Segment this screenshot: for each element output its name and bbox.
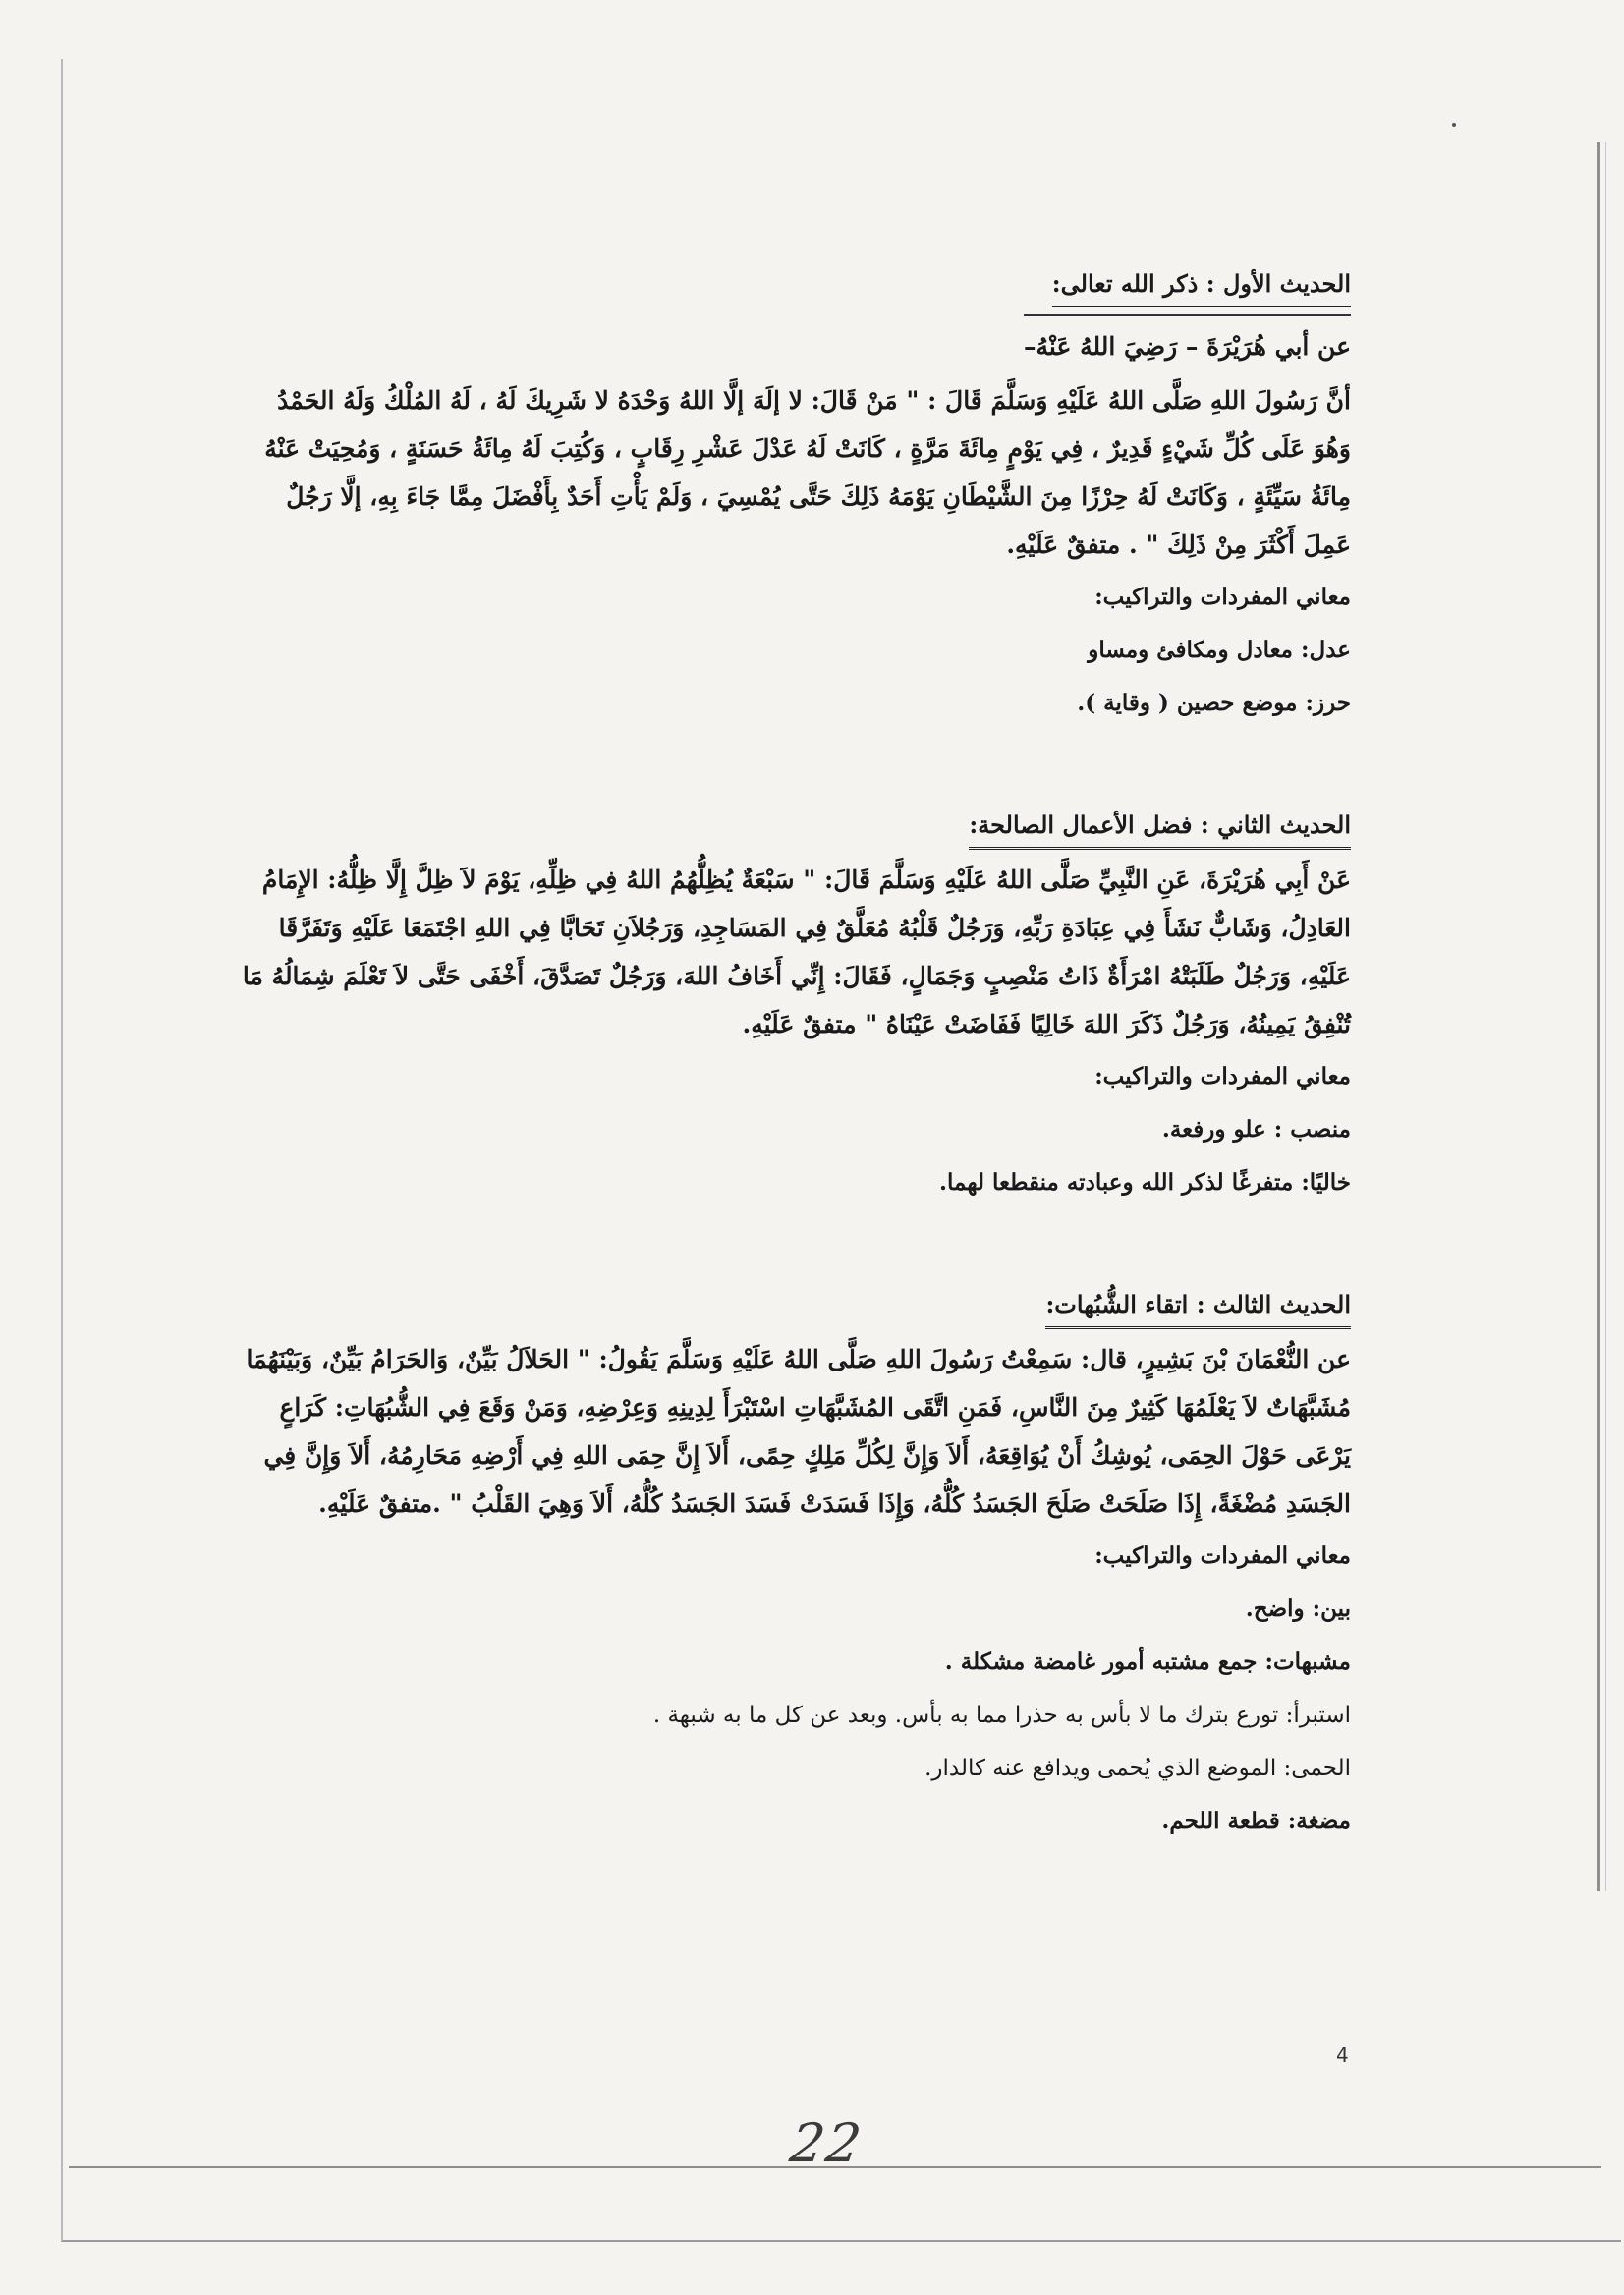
hadith-1-text: أنَّ رَسُولَ اللهِ صَلَّى اللهُ عَلَيْهِ وَسَلَّمَ قَالَ : " مَنْ قَالَ: لا إلَهَ إلَّا اللهُ وَحْدَهُ لا شَرِيكَ لَهُ ، لَهُ المُلْكُ وَلَهُ الحَمْدُ وَهُوَ عَلَى كُلِّ شَيْءٍ قَدِيرٌ ، فِي يَوْمٍ مِائَةَ مَرَّةٍ ، كَانَتْ لَهُ عَدْلَ عَشْرِ رِقَابٍ ، وَكُتِبَ لَهُ مِائَةُ حَسَنَةٍ ، وَمُحِيَتْ عَنْهُ مِائَةُ سَيِّئَةٍ ، وَكَانَتْ لَهُ حِرْزًا مِنَ الشَّيْطَانِ يَوْمَهُ ذَلِكَ حَتَّى يُمْسِيَ ، وَلَمْ يَأْتِ أَحَدٌ بِأَفْضَلَ مِمَّا جَاءَ بِهِ، إلَّا رَجُلٌ عَمِلَ أَكْثَرَ مِنْ ذَلِكَ " . متفقٌ عَلَيْهِ. [264, 386, 1351, 559]
hadith-2-def-1: منصب : علو ورفعة. [1161, 1116, 1351, 1143]
hadith-3-def-5: مضغة: قطعة اللحم. [1161, 1808, 1351, 1834]
scan-edge-line [1597, 142, 1600, 1891]
document-body [236, 265, 1351, 1848]
hadith-3-def-2: مشبهات: جمع مشتبه أمور غامضة مشكلة . [944, 1649, 1351, 1675]
hadith-2-text: عَنْ أَبِي هُرَيْرَةَ، عَنِ النَّبِيِّ صَلَّى اللهُ عَلَيْهِ وَسَلَّمَ قَالَ: " سَبْعَةٌ يُظِلُّهُمُ اللهُ فِي ظِلِّهِ، يَوْمَ لاَ ظِلَّ إِلَّا ظِلُّهُ: الإِمَامُ العَادِلُ، وَشَابٌّ نَشَأَ فِي عِبَادَةِ رَبِّهِ، وَرَجُلٌ قَلْبُهُ مُعَلَّقٌ فِي المَسَاجِدِ، وَرَجُلاَنِ تَحَابَّا فِي اللهِ اجْتَمَعَا عَلَيْهِ وَتَفَرَّقَا عَلَيْهِ، وَرَجُلٌ طَلَبَتْهُ امْرَأَةٌ ذَاتُ مَنْصِبٍ وَجَمَالٍ، فَقَالَ: إِنِّي أَخَافُ اللهَ، وَرَجُلٌ تَصَدَّقَ، أَخْفَى حَتَّى لاَ تَعْلَمَ شِمَالُهُ مَا تُنْفِقُ يَمِينُهُ، وَرَجُلٌ ذَكَرَ اللهَ خَالِيًا فَفَاضَتْ عَيْنَاهُ " متفقٌ عَلَيْهِ. [242, 866, 1351, 1038]
handwritten-page-number: 22 [786, 2112, 868, 2174]
hadith-2-section [236, 807, 1351, 1209]
hadith-2-heading: الحديث الثاني : فضل الأعمال الصالحة: [969, 807, 1351, 850]
hadith-3-vocab-heading: معاني المفردات والتراكيب: [1094, 1542, 1351, 1569]
hadith-3-section [236, 1286, 1351, 1848]
hadith-2-def-2: خاليًا: متفرغًا لذكر الله وعبادته منقطعا لهما. [939, 1169, 1351, 1196]
hadith-1-narrator [236, 314, 1351, 370]
page-number: 4 [1336, 2043, 1349, 2067]
hadith-1-narrator-text: عن أبي هُرَيْرَةَ – رَضِيَ اللهُ عَنْهُ– [1024, 314, 1351, 370]
hadith-1-heading: الحديث الأول : ذكر الله تعالى: [1052, 265, 1351, 308]
hadith-3-def-4: الحمى: الموضع الذي يُحمى ويدافع عنه كالدار. [924, 1756, 1351, 1781]
hadith-1-vocab-heading: معاني المفردات والتراكيب: [1094, 584, 1351, 610]
hadith-1-def-2: حرز: موضع حصين ( وقاية ). [1077, 690, 1351, 716]
hadith-1-section [236, 265, 1351, 730]
hadith-3-def-1: بين: واضح. [1245, 1595, 1351, 1622]
scan-edge-line-secondary [1605, 142, 1606, 1891]
hadith-1-def-1: عدل: معادل ومكافئ ومساو [1088, 637, 1351, 663]
hadith-2-vocab-heading: معاني المفردات والتراكيب: [1094, 1063, 1351, 1090]
scan-speck [1452, 123, 1456, 127]
hadith-3-def-3: استبرأ: تورع بترك ما لا بأس به حذرا مما به بأس. وبعد عن كل ما به شبهة . [652, 1703, 1351, 1728]
hadith-3-text: عن النُّعْمَانَ بْنَ بَشِيرٍ، قال: سَمِعْتُ رَسُولَ اللهِ صَلَّى اللهُ عَلَيْهِ وَسَلَّمَ يَقُولُ: " الحَلاَلُ بَيِّنٌ، وَالحَرَامُ بَيِّنٌ، وَبَيْنَهُمَا مُشَبَّهَاتٌ لاَ يَعْلَمُهَا كَثِيرٌ مِنَ النَّاسِ، فَمَنِ اتَّقَى المُشَبَّهَاتِ اسْتَبْرَأَ لِدِينِهِ وَعِرْضِهِ، وَمَنْ وَقَعَ فِي الشُّبُهَاتِ: كَرَاعٍ يَرْعَى حَوْلَ الحِمَى، يُوشِكُ أَنْ يُوَاقِعَهُ، أَلاَ وَإِنَّ لِكُلِّ مَلِكٍ حِمًى، أَلاَ إِنَّ حِمَى اللهِ فِي أَرْضِهِ مَحَارِمُهُ، أَلاَ وَإِنَّ فِي الجَسَدِ مُضْغَةً، إِذَا صَلَحَتْ صَلَحَ الجَسَدُ كُلُّهُ، وَإِذَا فَسَدَتْ فَسَدَ الجَسَدُ كُلُّهُ، أَلاَ وَهِيَ القَلْبُ " .متفقٌ عَلَيْهِ. [246, 1345, 1351, 1518]
hadith-3-heading: الحديث الثالث : اتقاء الشُّبُهات: [1045, 1286, 1351, 1329]
